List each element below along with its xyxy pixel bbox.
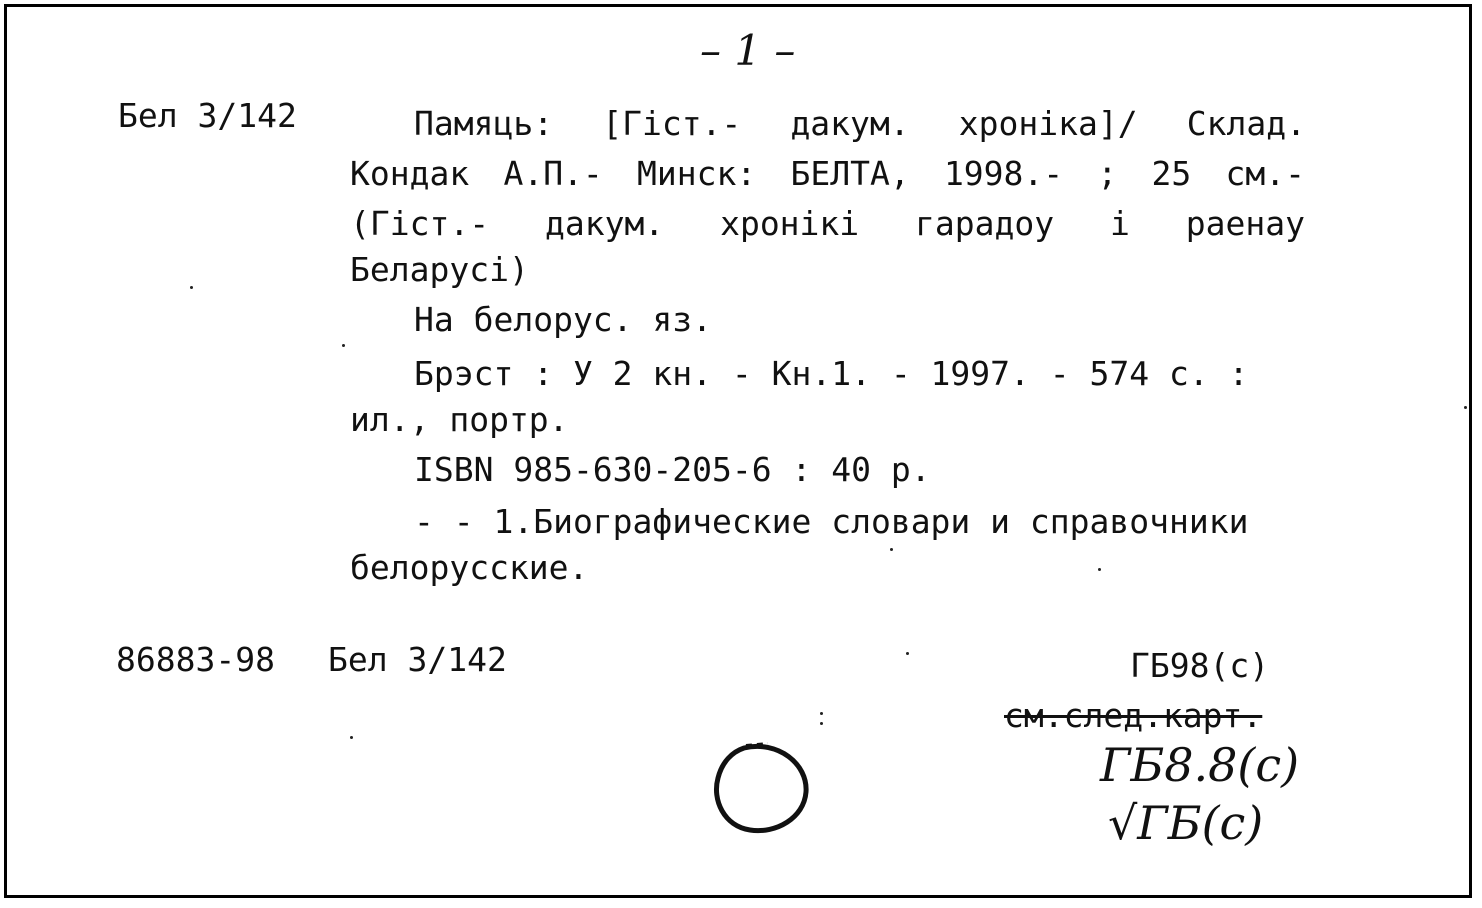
entry-word: Кондак — [350, 154, 470, 193]
shelf-mark: Бел 3/142 — [118, 96, 297, 135]
scan-speck — [350, 736, 353, 739]
volume-line-1: Брэст : У 2 кн. - Кн.1. - 1997. - 574 с. : — [414, 354, 1249, 393]
isbn-line: ISBN 985-630-205-6 : 40 р. — [414, 450, 931, 489]
entry-word: і — [1110, 204, 1130, 243]
struck-note: см.след.карт. — [1004, 696, 1263, 735]
scan-speck — [342, 344, 345, 347]
entry-word: 1998.- — [943, 154, 1064, 193]
entry-word: хроніка]/ — [958, 104, 1138, 143]
subject-line-2: белорусские. — [350, 548, 589, 587]
volume-line-2: ил., портр. — [350, 400, 569, 439]
entry-line-4: Беларусі) — [350, 250, 529, 289]
scan-speck — [1464, 406, 1467, 409]
scan-speck — [890, 548, 893, 551]
scan-speck — [820, 722, 823, 725]
scan-speck — [190, 286, 193, 289]
entry-word: дакум. — [790, 104, 910, 143]
entry-word: Памяць: — [414, 104, 554, 143]
entry-word: дакум. — [544, 204, 665, 243]
entry-word: гарадоу — [915, 204, 1055, 243]
entry-word: (Гіст.- — [350, 204, 490, 243]
entry-word: 25 — [1151, 154, 1192, 193]
catalog-code: ГБ98(с) — [1130, 646, 1270, 685]
entry-word: хронікі — [720, 204, 860, 243]
entry-word: см.- — [1225, 154, 1305, 193]
entry-word: Минск: — [637, 154, 757, 193]
entry-word: [Гіст.- — [602, 104, 742, 143]
circle-mark-icon — [706, 738, 818, 838]
entry-line-3 — [350, 206, 1305, 242]
language-note: На белорус. яз. — [414, 300, 713, 339]
entry-word: раенау — [1185, 204, 1305, 243]
page-number-mark: – 1 – — [700, 26, 796, 75]
entry-word: БЕЛТА, — [790, 154, 910, 193]
entry-word: А.П.- — [503, 154, 603, 193]
scan-speck — [820, 712, 823, 715]
handwritten-note-1: ГБ8.8(с) — [1100, 738, 1300, 792]
entry-word: ; — [1097, 154, 1118, 193]
scan-speck — [906, 652, 909, 655]
scan-speck — [1098, 568, 1101, 571]
entry-line-2 — [350, 156, 1305, 192]
subject-line-1: - - 1.Биографические словари и справочники — [414, 502, 1249, 541]
entry-word: Склад. — [1186, 104, 1306, 143]
accession-number: 86883-98 — [116, 640, 275, 679]
entry-line-1 — [414, 106, 1306, 142]
footer-shelf-mark: Бел 3/142 — [328, 640, 507, 679]
handwritten-note-2: √ГБ(с) — [1108, 796, 1264, 850]
